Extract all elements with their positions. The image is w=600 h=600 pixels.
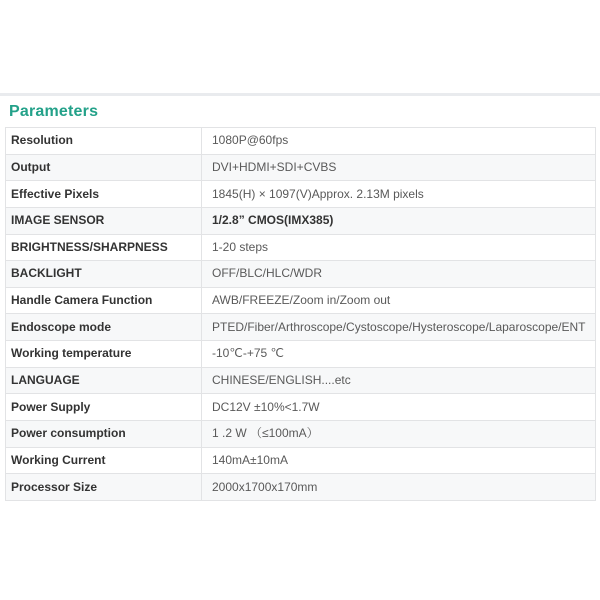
parameters-section xyxy=(0,93,600,501)
spec-label: Resolution xyxy=(11,133,73,148)
spec-label: Effective Pixels xyxy=(11,186,100,201)
spec-label: BACKLIGHT xyxy=(11,266,82,281)
spec-label: Processor Size xyxy=(11,479,98,494)
spec-label: Handle Camera Function xyxy=(11,293,153,308)
spec-value: 1 .2 W （≤100mA） xyxy=(201,421,595,447)
spec-table xyxy=(5,127,596,501)
table-row xyxy=(6,314,595,341)
table-row xyxy=(6,155,595,182)
table-row xyxy=(6,448,595,475)
spec-label: Output xyxy=(11,159,51,174)
table-row xyxy=(6,181,595,208)
table-row xyxy=(6,288,595,315)
spec-value: 1080P@60fps xyxy=(201,128,595,154)
table-row xyxy=(6,474,595,501)
section-title: Parameters xyxy=(9,102,99,120)
spec-value: -10℃-+75 ℃ xyxy=(201,341,595,367)
spec-label: LANGUAGE xyxy=(11,372,80,387)
spec-value: 140mA±10mA xyxy=(201,448,595,474)
table-row xyxy=(6,208,595,235)
spec-value: CHINESE/ENGLISH....etc xyxy=(201,368,595,394)
table-row xyxy=(6,341,595,368)
spec-label: Working temperature xyxy=(11,346,132,361)
table-row xyxy=(6,394,595,421)
spec-value: 1-20 steps xyxy=(201,235,595,261)
spec-value: 2000x1700x170mm xyxy=(201,474,595,500)
table-row xyxy=(6,368,595,395)
spec-value: OFF/BLC/HLC/WDR xyxy=(201,261,595,287)
table-row xyxy=(6,421,595,448)
table-row xyxy=(6,128,595,155)
spec-value: DVI+HDMI+SDI+CVBS xyxy=(201,155,595,181)
spec-value: DC12V ±10%<1.7W xyxy=(201,394,595,420)
spec-value: PTED/Fiber/Arthroscope/Cystoscope/Hysteroscope/Laparoscope/ENT xyxy=(201,314,595,340)
spec-value: 1845(H) × 1097(V)Approx. 2.13M pixels xyxy=(201,181,595,207)
spec-label: Power Supply xyxy=(11,399,91,414)
spec-label: Endoscope mode xyxy=(11,319,112,334)
section-header xyxy=(0,96,600,127)
spec-value: AWB/FREEZE/Zoom in/Zoom out xyxy=(201,288,595,314)
spec-label: Power consumption xyxy=(11,426,126,441)
spec-label: Working Current xyxy=(11,452,106,467)
table-row xyxy=(6,235,595,262)
table-row xyxy=(6,261,595,288)
spec-label: BRIGHTNESS/SHARPNESS xyxy=(11,239,168,254)
spec-value: 1/2.8” CMOS(IMX385) xyxy=(201,208,595,234)
spec-label: IMAGE SENSOR xyxy=(11,213,105,228)
